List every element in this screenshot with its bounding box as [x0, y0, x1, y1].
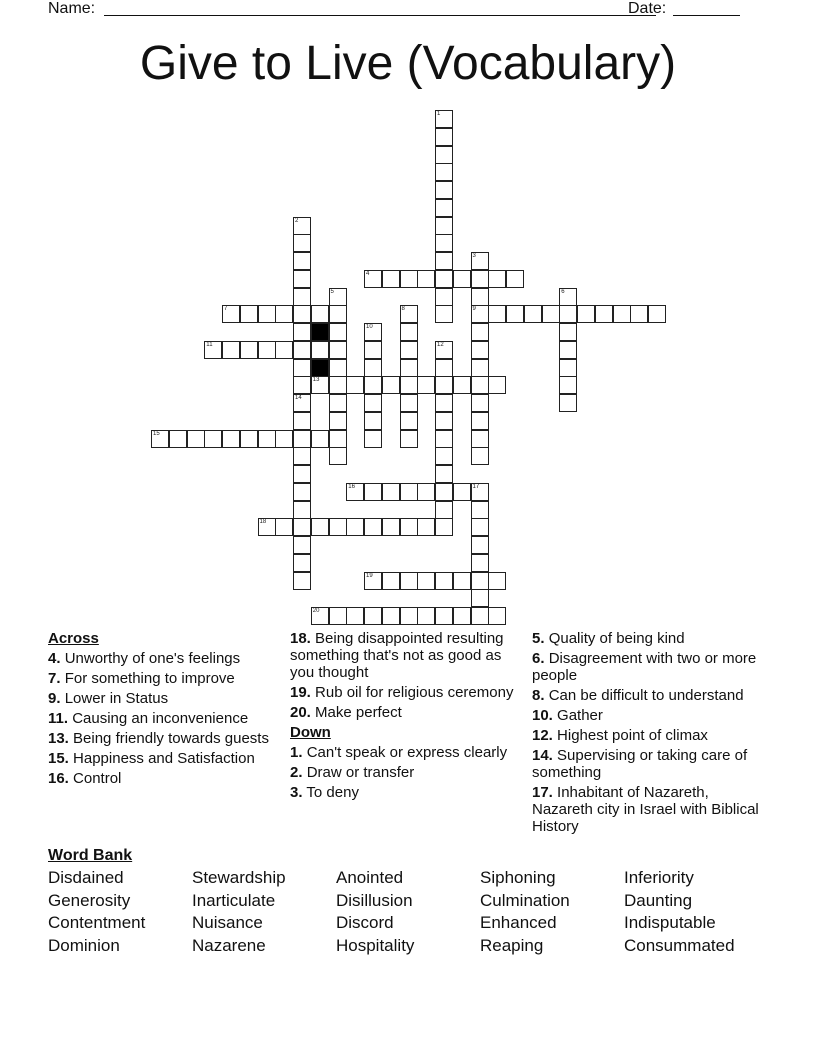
crossword-cell[interactable]: [222, 305, 240, 323]
crossword-cell[interactable]: [559, 323, 577, 341]
crossword-cell[interactable]: [364, 518, 382, 536]
word-bank-word: Anointed: [336, 868, 404, 887]
crossword-cell[interactable]: [471, 305, 489, 323]
crossword-cell[interactable]: [630, 305, 648, 323]
clue-number: 1: [437, 111, 441, 117]
crossword-cell[interactable]: [435, 447, 453, 465]
crossword-cell[interactable]: [311, 430, 329, 448]
crossword-cell[interactable]: [400, 323, 418, 341]
word-bank-word: Reaping: [480, 935, 544, 955]
crossword-cell[interactable]: [435, 359, 453, 377]
crossword-cell[interactable]: [293, 376, 311, 394]
crossword-cell[interactable]: [329, 394, 347, 412]
crossword-cell[interactable]: [329, 430, 347, 448]
crossword-cell[interactable]: [400, 430, 418, 448]
crossword-cell[interactable]: [293, 412, 311, 430]
word-bank-word: Stewardship: [192, 868, 286, 887]
clue-number: 6: [561, 288, 565, 295]
across-clue: 4. Unworthy of one's feelings: [48, 650, 241, 667]
crossword-cell[interactable]: [542, 305, 560, 323]
crossword-cell[interactable]: [204, 430, 222, 448]
crossword-cell[interactable]: [382, 607, 400, 625]
crossword-cell[interactable]: [417, 483, 435, 501]
crossword-cell[interactable]: [488, 607, 506, 625]
crossword-cell[interactable]: [346, 518, 364, 536]
crossword-cell[interactable]: [275, 305, 293, 323]
down-clue: 17. Inhabitant of Nazareth, Nazareth city in Israel with Biblical History: [532, 784, 759, 835]
crossword-cell[interactable]: [417, 518, 435, 536]
crossword-cell[interactable]: [595, 305, 613, 323]
crossword-cell[interactable]: [400, 412, 418, 430]
crossword-cell[interactable]: [400, 359, 418, 377]
date-label: Date:: [628, 0, 667, 17]
crossword-cell[interactable]: [488, 270, 506, 288]
crossword-cell[interactable]: [453, 572, 471, 590]
crossword-cell[interactable]: [258, 341, 276, 359]
crossword-cell[interactable]: [417, 270, 435, 288]
crossword-cell[interactable]: [222, 341, 240, 359]
black-square: [311, 323, 329, 341]
crossword-cell[interactable]: [169, 430, 187, 448]
crossword-cell[interactable]: [293, 341, 311, 359]
crossword-cell[interactable]: [311, 341, 329, 359]
crossword-cell[interactable]: [471, 430, 489, 448]
crossword-cell[interactable]: [293, 234, 311, 252]
clue-number: 18: [259, 519, 267, 526]
crossword-cell[interactable]: [293, 305, 311, 323]
crossword-cell[interactable]: [435, 430, 453, 448]
crossword-cell[interactable]: [329, 447, 347, 465]
crossword-cell[interactable]: [488, 305, 506, 323]
crossword-cell[interactable]: [364, 412, 382, 430]
crossword-cell[interactable]: [204, 341, 222, 359]
crossword-cell[interactable]: [400, 483, 418, 501]
word-bank-word: Inferiority: [624, 868, 694, 887]
crossword-cell[interactable]: [488, 376, 506, 394]
crossword-cell[interactable]: [382, 376, 400, 394]
crossword-cell[interactable]: [471, 589, 489, 607]
down-clue: 8. Can be difficult to understand: [532, 687, 744, 704]
crossword-cell[interactable]: [382, 270, 400, 288]
crossword-cell[interactable]: [471, 536, 489, 554]
crossword-cell[interactable]: [364, 270, 382, 288]
across-clue: 13. Being friendly towards guests: [48, 730, 269, 747]
across-heading: Across: [48, 630, 99, 647]
black-square: [311, 359, 329, 377]
crossword-cell[interactable]: [435, 288, 453, 306]
crossword-cell[interactable]: [471, 607, 489, 625]
crossword-cell[interactable]: [240, 341, 258, 359]
crossword-cell[interactable]: [329, 288, 347, 306]
clue-number: 12: [437, 341, 444, 348]
word-bank-word: Nazarene: [192, 935, 266, 955]
crossword-cell[interactable]: [559, 305, 577, 323]
down-clue: 1. Can't speak or express clearly: [290, 744, 508, 761]
crossword-cell[interactable]: [471, 341, 489, 359]
clue-number: 11: [206, 341, 213, 348]
clue-number: 17: [472, 483, 480, 490]
crossword-cell[interactable]: [293, 554, 311, 572]
clue-number: 7: [224, 306, 228, 313]
crossword-cell[interactable]: [400, 607, 418, 625]
crossword-cell[interactable]: [329, 305, 347, 323]
crossword-cell[interactable]: [435, 110, 453, 128]
across-clue: 16. Control: [48, 770, 122, 787]
crossword-cell[interactable]: [275, 518, 293, 536]
crossword-cell[interactable]: [400, 376, 418, 394]
crossword-cell[interactable]: [400, 341, 418, 359]
crossword-cell[interactable]: [435, 501, 453, 519]
word-bank-heading: Word Bank: [48, 847, 133, 864]
crossword-cell[interactable]: [275, 341, 293, 359]
crossword-cell[interactable]: [293, 447, 311, 465]
crossword-cell[interactable]: [471, 483, 489, 501]
crossword-cell[interactable]: [453, 607, 471, 625]
crossword-cell[interactable]: [329, 376, 347, 394]
crossword-cell[interactable]: [435, 572, 453, 590]
crossword-cell[interactable]: [311, 518, 329, 536]
crossword-cell[interactable]: [559, 341, 577, 359]
crossword-cell[interactable]: [471, 359, 489, 377]
crossword-cell[interactable]: [293, 518, 311, 536]
crossword-cell[interactable]: [559, 376, 577, 394]
crossword-cell[interactable]: [435, 376, 453, 394]
crossword-cell[interactable]: [364, 394, 382, 412]
word-bank-word: Disdained: [48, 868, 124, 887]
crossword-cell[interactable]: [471, 518, 489, 536]
crossword-cell[interactable]: [258, 305, 276, 323]
crossword-cell[interactable]: [240, 430, 258, 448]
crossword-cell[interactable]: [453, 270, 471, 288]
crossword-cell[interactable]: [400, 518, 418, 536]
down-clue: 3. To deny: [290, 784, 359, 801]
down-clue: 5. Quality of being kind: [532, 630, 685, 647]
clue-column-1: [48, 630, 280, 790]
clue-number: 2: [295, 217, 299, 224]
crossword-cell[interactable]: [559, 359, 577, 377]
clue-number: 19: [366, 572, 373, 579]
name-label: Name:: [48, 0, 96, 17]
crossword-cell[interactable]: [151, 430, 169, 448]
word-bank-word: Daunting: [624, 890, 693, 910]
crossword-cell[interactable]: [293, 394, 311, 412]
crossword-cell[interactable]: [435, 234, 453, 252]
down-clue: 10. Gather: [532, 707, 603, 724]
crossword-cell[interactable]: [435, 394, 453, 412]
crossword-cell[interactable]: [400, 270, 418, 288]
across-clue: 7. For something to improve: [48, 670, 235, 687]
crossword-cell[interactable]: [382, 572, 400, 590]
crossword-cell[interactable]: [471, 270, 489, 288]
crossword-cell[interactable]: [400, 305, 418, 323]
crossword-cell[interactable]: [435, 607, 453, 625]
word-bank-word: Enhanced: [480, 913, 557, 933]
crossword-cell[interactable]: [435, 305, 453, 323]
crossword-cell[interactable]: [329, 518, 347, 536]
clue-number: 15: [153, 430, 160, 437]
clue-number: 8: [401, 306, 405, 313]
down-clue: 14. Supervising or taking care of something: [532, 747, 748, 781]
crossword-cell[interactable]: [382, 518, 400, 536]
crossword-cell[interactable]: [364, 607, 382, 625]
crossword-cell[interactable]: [364, 341, 382, 359]
word-bank-word: Hospitality: [336, 935, 415, 955]
across-clue: 11. Causing an inconvenience: [48, 710, 249, 727]
crossword-cell[interactable]: [471, 376, 489, 394]
crossword-cell[interactable]: [435, 465, 453, 483]
across-clue: 15. Happiness and Satisfaction: [48, 750, 255, 767]
crossword-cell[interactable]: [471, 554, 489, 572]
clue-number: 4: [366, 270, 370, 277]
crossword-cell[interactable]: [293, 572, 311, 590]
across-clue: 18. Being disappointed resulting something that's not as good as you thought: [290, 630, 504, 681]
crossword-cell[interactable]: [417, 376, 435, 394]
crossword-cell[interactable]: [311, 376, 329, 394]
crossword-cell[interactable]: [364, 430, 382, 448]
clue-number: 14: [295, 395, 302, 401]
clue-column-3: [532, 630, 768, 838]
crossword-cell[interactable]: [293, 217, 311, 235]
crossword-cell[interactable]: [506, 305, 524, 323]
crossword-cell[interactable]: [293, 536, 311, 554]
crossword-cell[interactable]: [417, 572, 435, 590]
crossword-cell[interactable]: [364, 323, 382, 341]
crossword-cell[interactable]: [435, 199, 453, 217]
crossword-cell[interactable]: [453, 376, 471, 394]
crossword-cell[interactable]: [293, 430, 311, 448]
crossword-cell[interactable]: [293, 252, 311, 270]
across-clue: 20. Make perfect: [290, 704, 402, 721]
crossword-cell[interactable]: [293, 270, 311, 288]
crossword-cell[interactable]: [577, 305, 595, 323]
crossword-cell[interactable]: [435, 270, 453, 288]
clue-number: 10: [366, 324, 373, 330]
crossword-cell[interactable]: [364, 572, 382, 590]
crossword-cell[interactable]: [346, 483, 364, 501]
crossword-cell[interactable]: [506, 270, 524, 288]
page-title: Give to Live (Vocabulary): [139, 37, 677, 90]
crossword-cell[interactable]: [471, 501, 489, 519]
down-clue: 2. Draw or transfer: [290, 764, 415, 781]
crossword-cell[interactable]: [293, 501, 311, 519]
crossword-cell[interactable]: [435, 181, 453, 199]
crossword-cell[interactable]: [435, 128, 453, 146]
crossword-cell[interactable]: [435, 483, 453, 501]
crossword-cell[interactable]: [488, 572, 506, 590]
word-bank-word: Siphoning: [480, 868, 556, 887]
crossword-cell[interactable]: [222, 430, 240, 448]
down-clue: 12. Highest point of climax: [532, 727, 708, 744]
word-bank-word: Indisputable: [624, 913, 716, 933]
word-bank-word: Consummated: [624, 935, 735, 955]
crossword-cell[interactable]: [471, 323, 489, 341]
crossword-cell[interactable]: [311, 607, 329, 625]
crossword-cell[interactable]: [435, 217, 453, 235]
word-bank-word: Nuisance: [192, 913, 263, 933]
crossword-cell[interactable]: [258, 430, 276, 448]
word-bank-word: Inarticulate: [192, 890, 276, 910]
crossword-cell[interactable]: [382, 483, 400, 501]
crossword-cell[interactable]: [364, 376, 382, 394]
across-clue: 19. Rub oil for religious ceremony: [290, 684, 514, 701]
crossword-cell[interactable]: [329, 341, 347, 359]
crossword-cell[interactable]: [329, 323, 347, 341]
clue-number: 9: [472, 306, 476, 313]
word-bank-word: Generosity: [48, 890, 131, 910]
crossword-cell[interactable]: [329, 607, 347, 625]
crossword-cell[interactable]: [648, 305, 666, 323]
crossword-cell[interactable]: [559, 288, 577, 306]
crossword-cell[interactable]: [293, 465, 311, 483]
clue-number: 3: [472, 253, 476, 259]
crossword-cell[interactable]: [435, 163, 453, 181]
crossword-cell[interactable]: [364, 359, 382, 377]
crossword-cell[interactable]: [293, 483, 311, 501]
down-heading: Down: [290, 724, 331, 741]
crossword-cell[interactable]: [471, 412, 489, 430]
crossword-cell[interactable]: [293, 323, 311, 341]
crossword-cell[interactable]: [471, 572, 489, 590]
crossword-cell[interactable]: [471, 252, 489, 270]
crossword-cell[interactable]: [400, 394, 418, 412]
word-bank-list: [48, 867, 768, 957]
clue-number: 20: [312, 608, 320, 614]
crossword-cell[interactable]: [613, 305, 631, 323]
crossword-cell[interactable]: [435, 252, 453, 270]
down-clue: 6. Disagreement with two or more people: [532, 650, 757, 684]
crossword-cell[interactable]: [471, 447, 489, 465]
crossword-cell[interactable]: [471, 394, 489, 412]
across-clue: 9. Lower in Status: [48, 690, 169, 707]
crossword-cell[interactable]: [275, 430, 293, 448]
crossword-cell[interactable]: [187, 430, 205, 448]
clue-number: 16: [348, 483, 355, 490]
crossword-cell[interactable]: [435, 146, 453, 164]
crossword-cell[interactable]: [329, 359, 347, 377]
crossword-cell[interactable]: [364, 483, 382, 501]
crossword-cell[interactable]: [293, 288, 311, 306]
crossword-cell[interactable]: [400, 572, 418, 590]
clue-number: 5: [330, 288, 334, 295]
crossword-cell[interactable]: [240, 305, 258, 323]
crossword-cell[interactable]: [293, 359, 311, 377]
word-bank-word: Culmination: [480, 890, 570, 910]
clue-column-2: [290, 630, 522, 804]
crossword-cell[interactable]: [417, 607, 435, 625]
crossword-cell[interactable]: [346, 607, 364, 625]
word-bank-word: Dominion: [48, 935, 120, 955]
word-bank-word: Discord: [336, 913, 394, 933]
word-bank: [48, 846, 768, 957]
crossword-cell[interactable]: [435, 412, 453, 430]
crossword-cell[interactable]: [435, 341, 453, 359]
crossword-cell[interactable]: [453, 483, 471, 501]
crossword-cell[interactable]: [329, 412, 347, 430]
word-bank-word: Disillusion: [336, 890, 413, 910]
word-bank-word: Contentment: [48, 913, 146, 933]
crossword-cell[interactable]: [311, 305, 329, 323]
clue-number: 13: [312, 377, 320, 384]
crossword-cell[interactable]: [435, 518, 453, 536]
crossword-cell[interactable]: [471, 288, 489, 306]
crossword-cell[interactable]: [559, 394, 577, 412]
crossword-cell[interactable]: [524, 305, 542, 323]
crossword-cell[interactable]: [258, 518, 276, 536]
crossword-cell[interactable]: [346, 376, 364, 394]
